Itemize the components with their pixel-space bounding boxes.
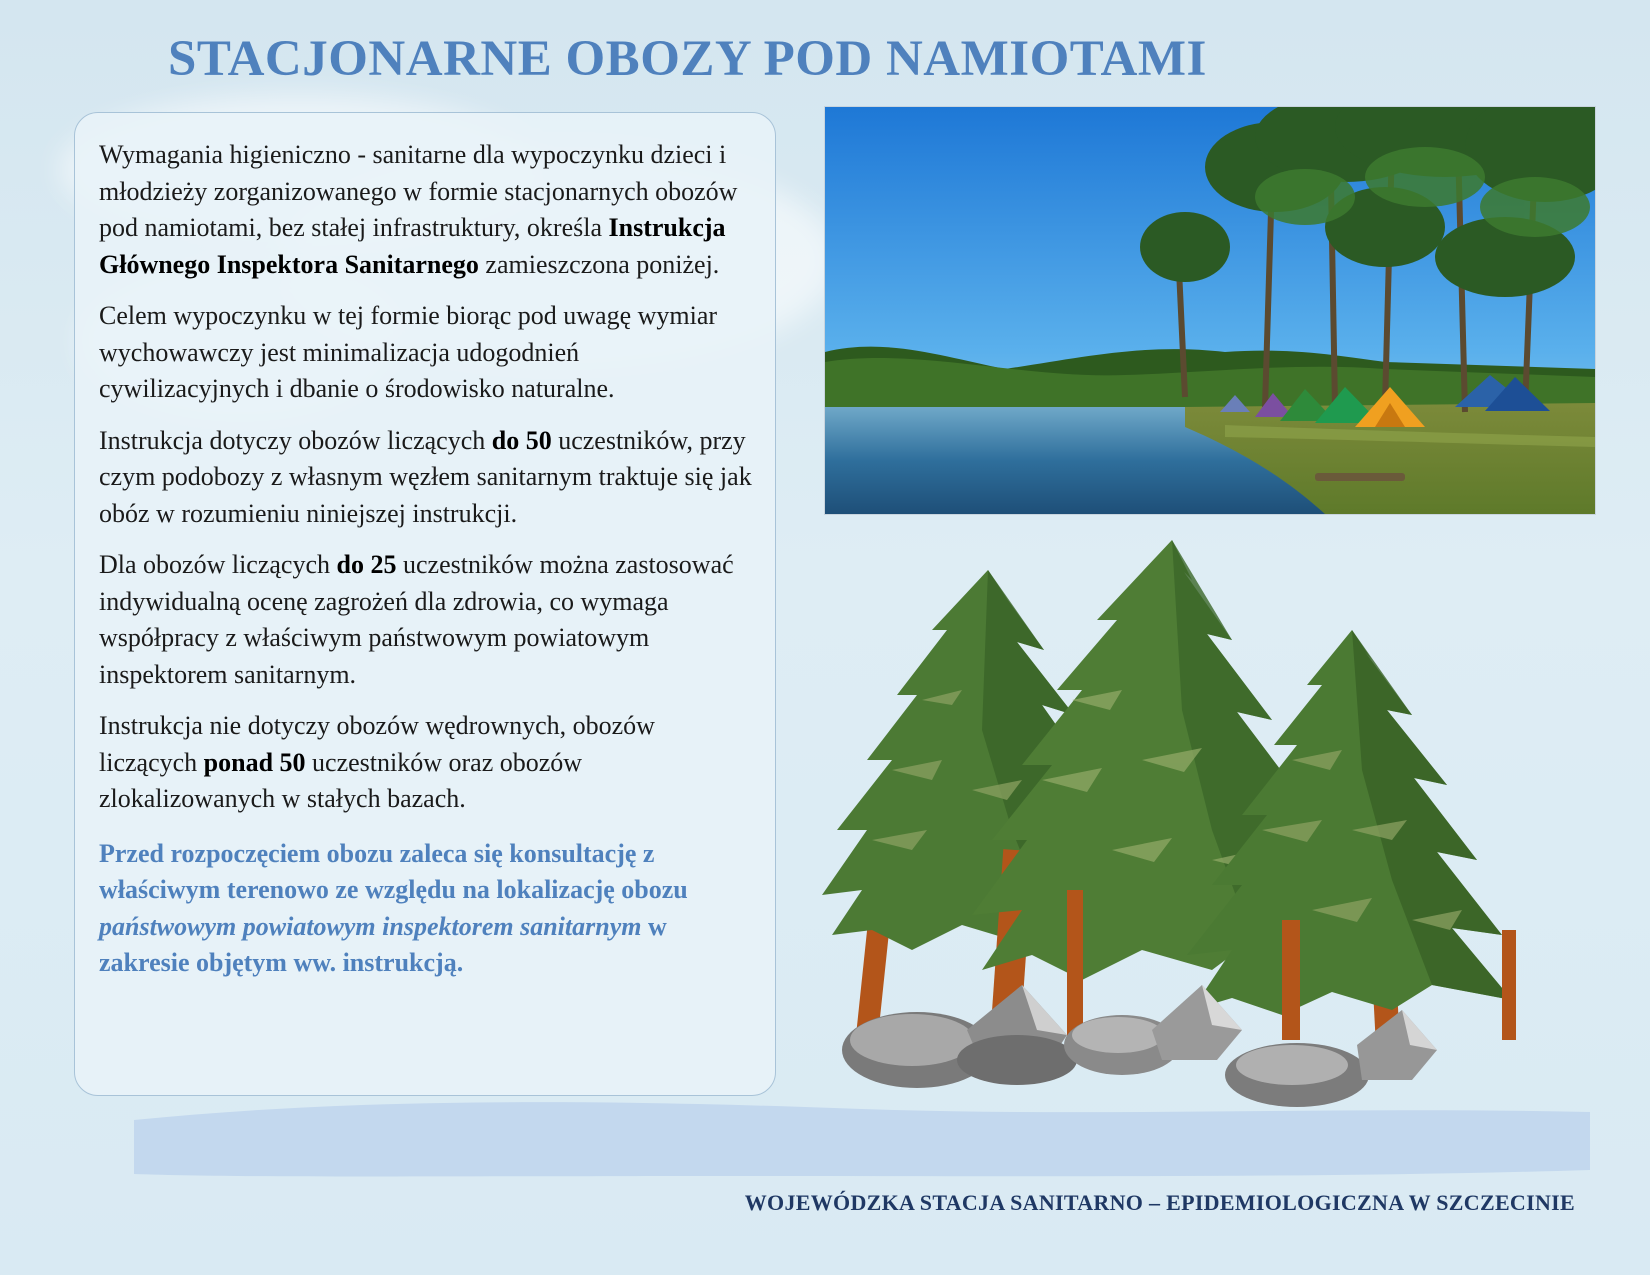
rocks [842,985,1437,1107]
paragraph-exclusions: Instrukcja nie dotyczy obozów wędrownych, obozów liczących ponad 50 uczestników oraz obozów zlokalizowanych w stałych bazach. [99,711,655,813]
paragraph-small-camps: Dla obozów liczących do 25 uczestników można zastosować indywidualną ocenę zagrożeń dla zdrowia, co wymaga współpracy z właściwym państwowym powiatowym inspektorem sanitarnym. [99,550,734,689]
italic-inspector: państwowym powiatowym inspektorem sanitarnym [99,911,642,941]
paragraph-hygiene-requirements: Wymagania higieniczno - sanitarne dla wypoczynku dzieci i młodzieży zorganizowanego w formie stacjonarnych obozów pod namiotami, bez stałej infrastruktury, określa Instrukcja Głównego Inspektora Sanitarnego zamieszczona poniżej. [99,140,738,279]
info-text-box [74,112,776,1096]
campsite-lake-photo [824,106,1596,515]
footer-organization: WOJEWÓDZKA STACJA SANITARNO – EPIDEMIOLOGICZNA W SZCZECINIE [744,1190,1575,1215]
bold-limit-50: do 50 [491,425,552,455]
paragraph-scope: Instrukcja dotyczy obozów liczących do 50 uczestników, przy czym podobozy z własnym węzłem sanitarnym traktuje się jak obóz w rozumieniu niniejszej instrukcji. [99,425,752,528]
bold-over-50: ponad 50 [203,747,306,777]
campsite-photo-svg [825,107,1595,514]
page-title: STACJONARNE OBOZY POD NAMIOTAMI [168,31,1207,87]
consultation-note: Przed rozpoczęciem obozu zaleca się konsultację z właściwym terenowo ze względu na lokalizację obozu państwowym powiatowym inspektorem sanitarnym w zakresie objętym ww. instrukcją. [99,838,688,977]
pine-trees-illustration [812,530,1588,1130]
bold-limit-25: do 25 [336,550,397,579]
bold-instruction-name: Instrukcja Głównego Inspektora Sanitarnego [99,213,726,279]
paragraph-purpose: Celem wypoczynku w tej formie biorąc pod uwagę wymiar wychowawczy jest minimalizacja udogodnień cywilizacyjnych i dbanie o środowisko naturalne. [99,301,718,403]
